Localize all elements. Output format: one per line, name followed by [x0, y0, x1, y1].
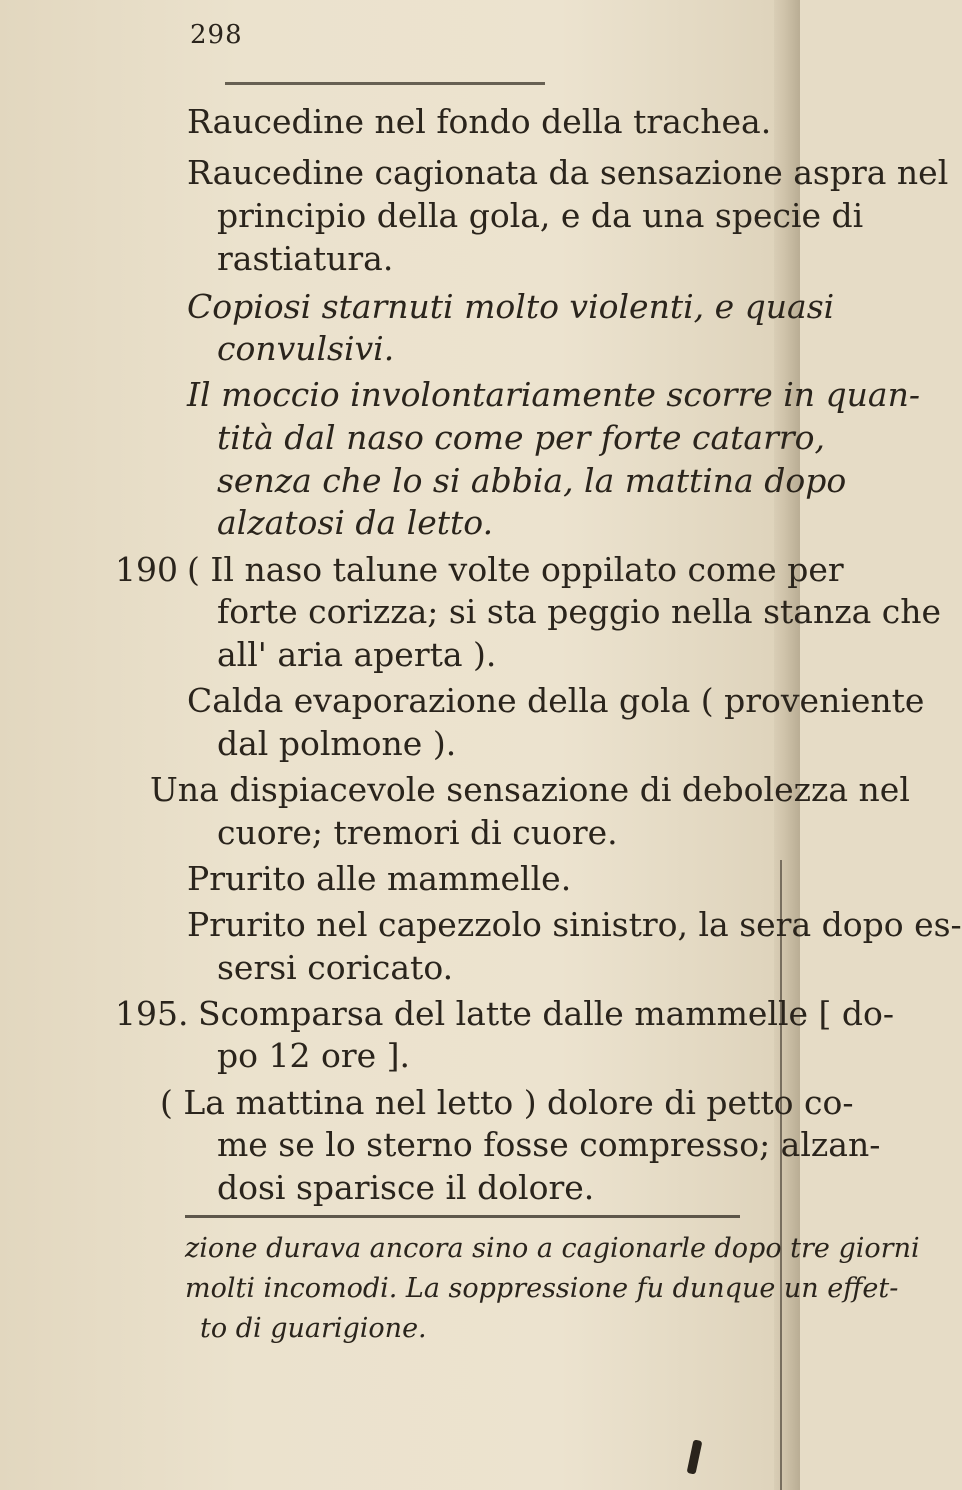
- header-rule: [225, 82, 545, 85]
- entry-line: ( Il naso talune volte oppilato come per: [187, 549, 844, 589]
- entry-line: alzatosi da letto.: [217, 503, 494, 543]
- entry-line: Il moccio involontariamente scorre in quan-: [187, 375, 921, 415]
- entry-line: ( La mattina nel letto ) dolore di petto co-: [160, 1082, 854, 1122]
- entry-line: Prurito alle mammelle.: [187, 858, 572, 898]
- entry-line: Raucedine cagionata da sensazione aspra nel: [187, 153, 949, 193]
- entry-line: Scomparsa del latte dalle mammelle [ do-: [198, 993, 895, 1033]
- entry-line: rastiatura.: [217, 238, 394, 278]
- footnote-line: molti incomodi. La soppressione fu dunque un effet-: [185, 1273, 899, 1304]
- footnote-rule: [185, 1215, 740, 1218]
- footnote-line: zione durava ancora sino a cagionarle dopo tre giorni: [185, 1233, 920, 1264]
- margin-number: 195.: [115, 993, 189, 1033]
- entry-line: Una dispiacevole sensazione di debolezza nel: [150, 769, 910, 809]
- entry-line: Copiosi starnuti molto violenti, e quasi: [187, 286, 835, 326]
- entry-line: Raucedine nel fondo della trachea.: [187, 102, 772, 141]
- entry-line: forte corizza; si sta peggio nella stanza che: [217, 592, 942, 632]
- page-edge-shadow: [780, 860, 782, 1490]
- entry-line: principio della gola, e da una specie di: [217, 195, 864, 235]
- entry-line: me se lo sterno fosse compresso; alzan-: [217, 1125, 881, 1165]
- entry-line: senza che lo si abbia, la mattina dopo: [217, 460, 847, 500]
- entry-line: tità dal naso come per forte catarro,: [217, 418, 826, 458]
- page-number: 298: [190, 20, 243, 50]
- margin-number: 190: [115, 549, 178, 589]
- entry-line: dal polmone ).: [217, 723, 457, 763]
- entry-line: cuore; tremori di cuore.: [217, 812, 618, 852]
- entry-line: sersi coricato.: [217, 947, 454, 987]
- entry-line: Prurito nel capezzolo sinistro, la sera dopo es-: [187, 904, 962, 944]
- entry-line: all' aria aperta ).: [217, 635, 497, 674]
- entry-line: po 12 ore ].: [217, 1036, 410, 1076]
- entry-line: convulsivi.: [217, 329, 395, 369]
- entry-line: Calda evaporazione della gola ( proveniente: [187, 681, 925, 721]
- footnote-line: to di guarigione.: [200, 1313, 427, 1344]
- entry-line: dosi sparisce il dolore.: [217, 1168, 595, 1207]
